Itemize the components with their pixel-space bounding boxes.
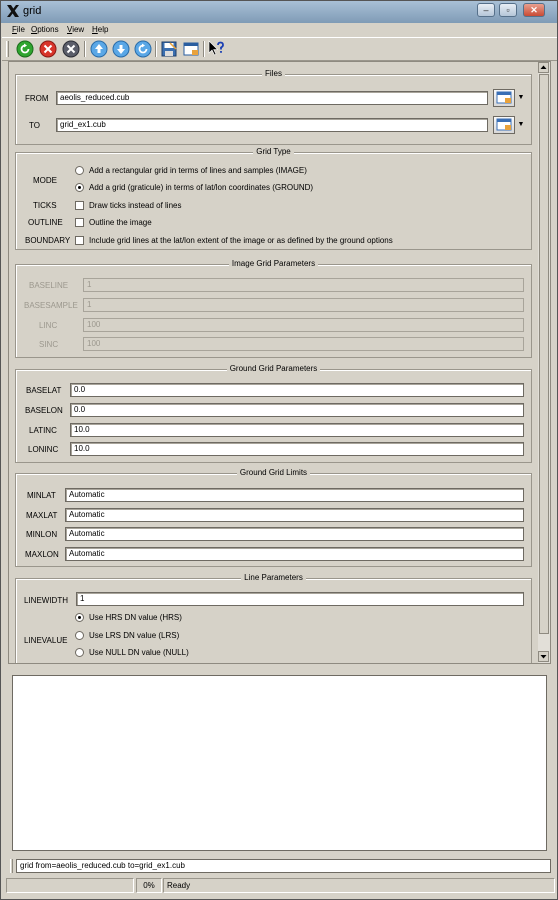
mode-image-radio[interactable] (75, 166, 84, 175)
save-icon[interactable] (160, 40, 178, 58)
minlon-input[interactable]: Automatic (65, 527, 524, 541)
mode-ground-text: Add a grid (graticule) in terms of lat/lon coordinates (GROUND) (89, 183, 314, 192)
ground-limits-group (15, 468, 532, 567)
window-icon[interactable] (182, 40, 200, 58)
linevalue-null-text: Use NULL DN value (NULL) (89, 648, 189, 657)
command-line[interactable]: grid from=aeolis_reduced.cub to=grid_ex1.cub (16, 859, 551, 873)
run-icon[interactable] (16, 40, 34, 58)
chevron-down-icon[interactable]: ▼ (517, 94, 525, 101)
browse-icon (494, 90, 514, 106)
baselat-label: BASELAT (26, 386, 62, 395)
menu-file[interactable]: File (12, 25, 25, 34)
status-message: Ready (163, 878, 555, 893)
latinc-input[interactable]: 10.0 (70, 423, 524, 437)
x-logo-icon (6, 4, 20, 18)
outline-checkbox[interactable] (75, 218, 84, 227)
vertical-scrollbar[interactable] (538, 62, 550, 663)
toolbar-separator (84, 41, 86, 57)
sinc-input[interactable]: 100 (83, 337, 524, 351)
latinc-label: LATINC (29, 426, 57, 435)
menu-view[interactable]: View (67, 25, 85, 34)
from-input[interactable]: aeolis_reduced.cub (56, 91, 488, 105)
linevalue-label: LINEVALUE (24, 636, 68, 645)
previous-history-icon[interactable] (90, 40, 108, 58)
maxlat-input[interactable]: Automatic (65, 508, 524, 522)
image-grid-group-title: Image Grid Parameters (229, 259, 318, 268)
toolbar-grip[interactable] (6, 41, 9, 57)
minimize-button[interactable]: – (477, 3, 495, 17)
line-params-group (15, 573, 532, 664)
to-label: TO (29, 121, 40, 130)
maxlon-label: MAXLON (25, 550, 59, 559)
sinc-label: SINC (39, 340, 59, 349)
linevalue-hrs-radio[interactable] (75, 613, 84, 622)
boundary-text: Include grid lines at the lat/lon extent of the image or as defined by the ground options (89, 236, 393, 245)
scroll-up-icon (539, 63, 548, 72)
next-history-icon[interactable] (112, 40, 130, 58)
grid-type-group-title: Grid Type (253, 147, 294, 156)
image-grid-group (15, 259, 532, 358)
toolbar (2, 37, 557, 61)
menu-options[interactable]: Options (31, 25, 59, 34)
outline-label: OUTLINE (28, 218, 63, 227)
window-title: grid (23, 5, 42, 17)
linc-label: LINC (39, 321, 58, 330)
boundary-checkbox[interactable] (75, 236, 84, 245)
loninc-label: LONINC (28, 445, 59, 454)
loninc-input[interactable]: 10.0 (70, 442, 524, 456)
linevalue-lrs-text: Use LRS DN value (LRS) (89, 631, 180, 640)
minlat-input[interactable]: Automatic (65, 488, 524, 502)
from-label: FROM (25, 94, 49, 103)
title-bar[interactable] (1, 1, 557, 23)
basesample-label: BASESAMPLE (24, 301, 78, 310)
ground-limits-group-title: Ground Grid Limits (237, 468, 310, 477)
grid-type-group (15, 147, 532, 250)
reset-icon[interactable] (134, 40, 152, 58)
parameter-scroll-area[interactable] (8, 61, 551, 664)
progress-indicator: 0% (136, 878, 162, 893)
scroll-down-icon (539, 652, 548, 661)
status-spacer (6, 878, 134, 893)
linevalue-hrs-text: Use HRS DN value (HRS) (89, 613, 182, 622)
baselon-input[interactable]: 0.0 (70, 403, 524, 417)
menu-bar (2, 23, 557, 37)
maximize-button[interactable]: ▫ (499, 3, 517, 17)
to-input[interactable]: grid_ex1.cub (56, 118, 488, 132)
log-output-area[interactable] (12, 675, 547, 851)
linc-input[interactable]: 100 (83, 318, 524, 332)
mode-label: MODE (33, 176, 57, 185)
ground-grid-group (15, 364, 532, 463)
baseline-label: BASELINE (29, 281, 69, 290)
files-group-title: Files (262, 69, 285, 78)
linevalue-null-radio[interactable] (75, 648, 84, 657)
minlat-label: MINLAT (27, 491, 56, 500)
menu-help[interactable]: Help (92, 25, 109, 34)
linevalue-lrs-radio[interactable] (75, 631, 84, 640)
status-bar (2, 878, 557, 894)
linewidth-label: LINEWIDTH (24, 596, 68, 605)
chevron-down-icon[interactable]: ▼ (517, 121, 525, 128)
basesample-input[interactable]: 1 (83, 298, 524, 312)
to-browse-button[interactable] (493, 116, 515, 134)
scroll-up-button[interactable] (538, 62, 549, 73)
scroll-down-button[interactable] (538, 651, 549, 662)
stop-icon[interactable] (39, 40, 57, 58)
boundary-label: BOUNDARY (25, 236, 71, 245)
outline-text: Outline the image (89, 218, 152, 227)
close-button[interactable]: ✕ (523, 3, 545, 17)
ticks-checkbox[interactable] (75, 201, 84, 210)
line-params-group-title: Line Parameters (241, 573, 306, 582)
baseline-input[interactable]: 1 (83, 278, 524, 292)
maxlon-input[interactable]: Automatic (65, 547, 524, 561)
ticks-text: Draw ticks instead of lines (89, 201, 182, 210)
ticks-label: TICKS (33, 201, 57, 210)
minlon-label: MINLON (26, 530, 58, 539)
from-browse-button[interactable] (493, 89, 515, 107)
files-group (15, 69, 532, 145)
whats-this-icon[interactable] (207, 40, 225, 58)
maxlat-label: MAXLAT (26, 511, 58, 520)
baselon-label: BASELON (25, 406, 63, 415)
scroll-thumb[interactable] (539, 74, 549, 634)
exit-icon[interactable] (62, 40, 80, 58)
mode-image-text: Add a rectangular grid in terms of lines and samples (IMAGE) (89, 166, 307, 175)
mode-ground-radio[interactable] (75, 183, 84, 192)
toolbar-separator (155, 41, 157, 57)
browse-icon (494, 117, 514, 133)
ground-grid-group-title: Ground Grid Parameters (227, 364, 321, 373)
toolbar-separator (203, 41, 205, 57)
linewidth-input[interactable]: 1 (76, 592, 524, 606)
command-line-grip[interactable] (10, 859, 13, 873)
baselat-input[interactable]: 0.0 (70, 383, 524, 397)
